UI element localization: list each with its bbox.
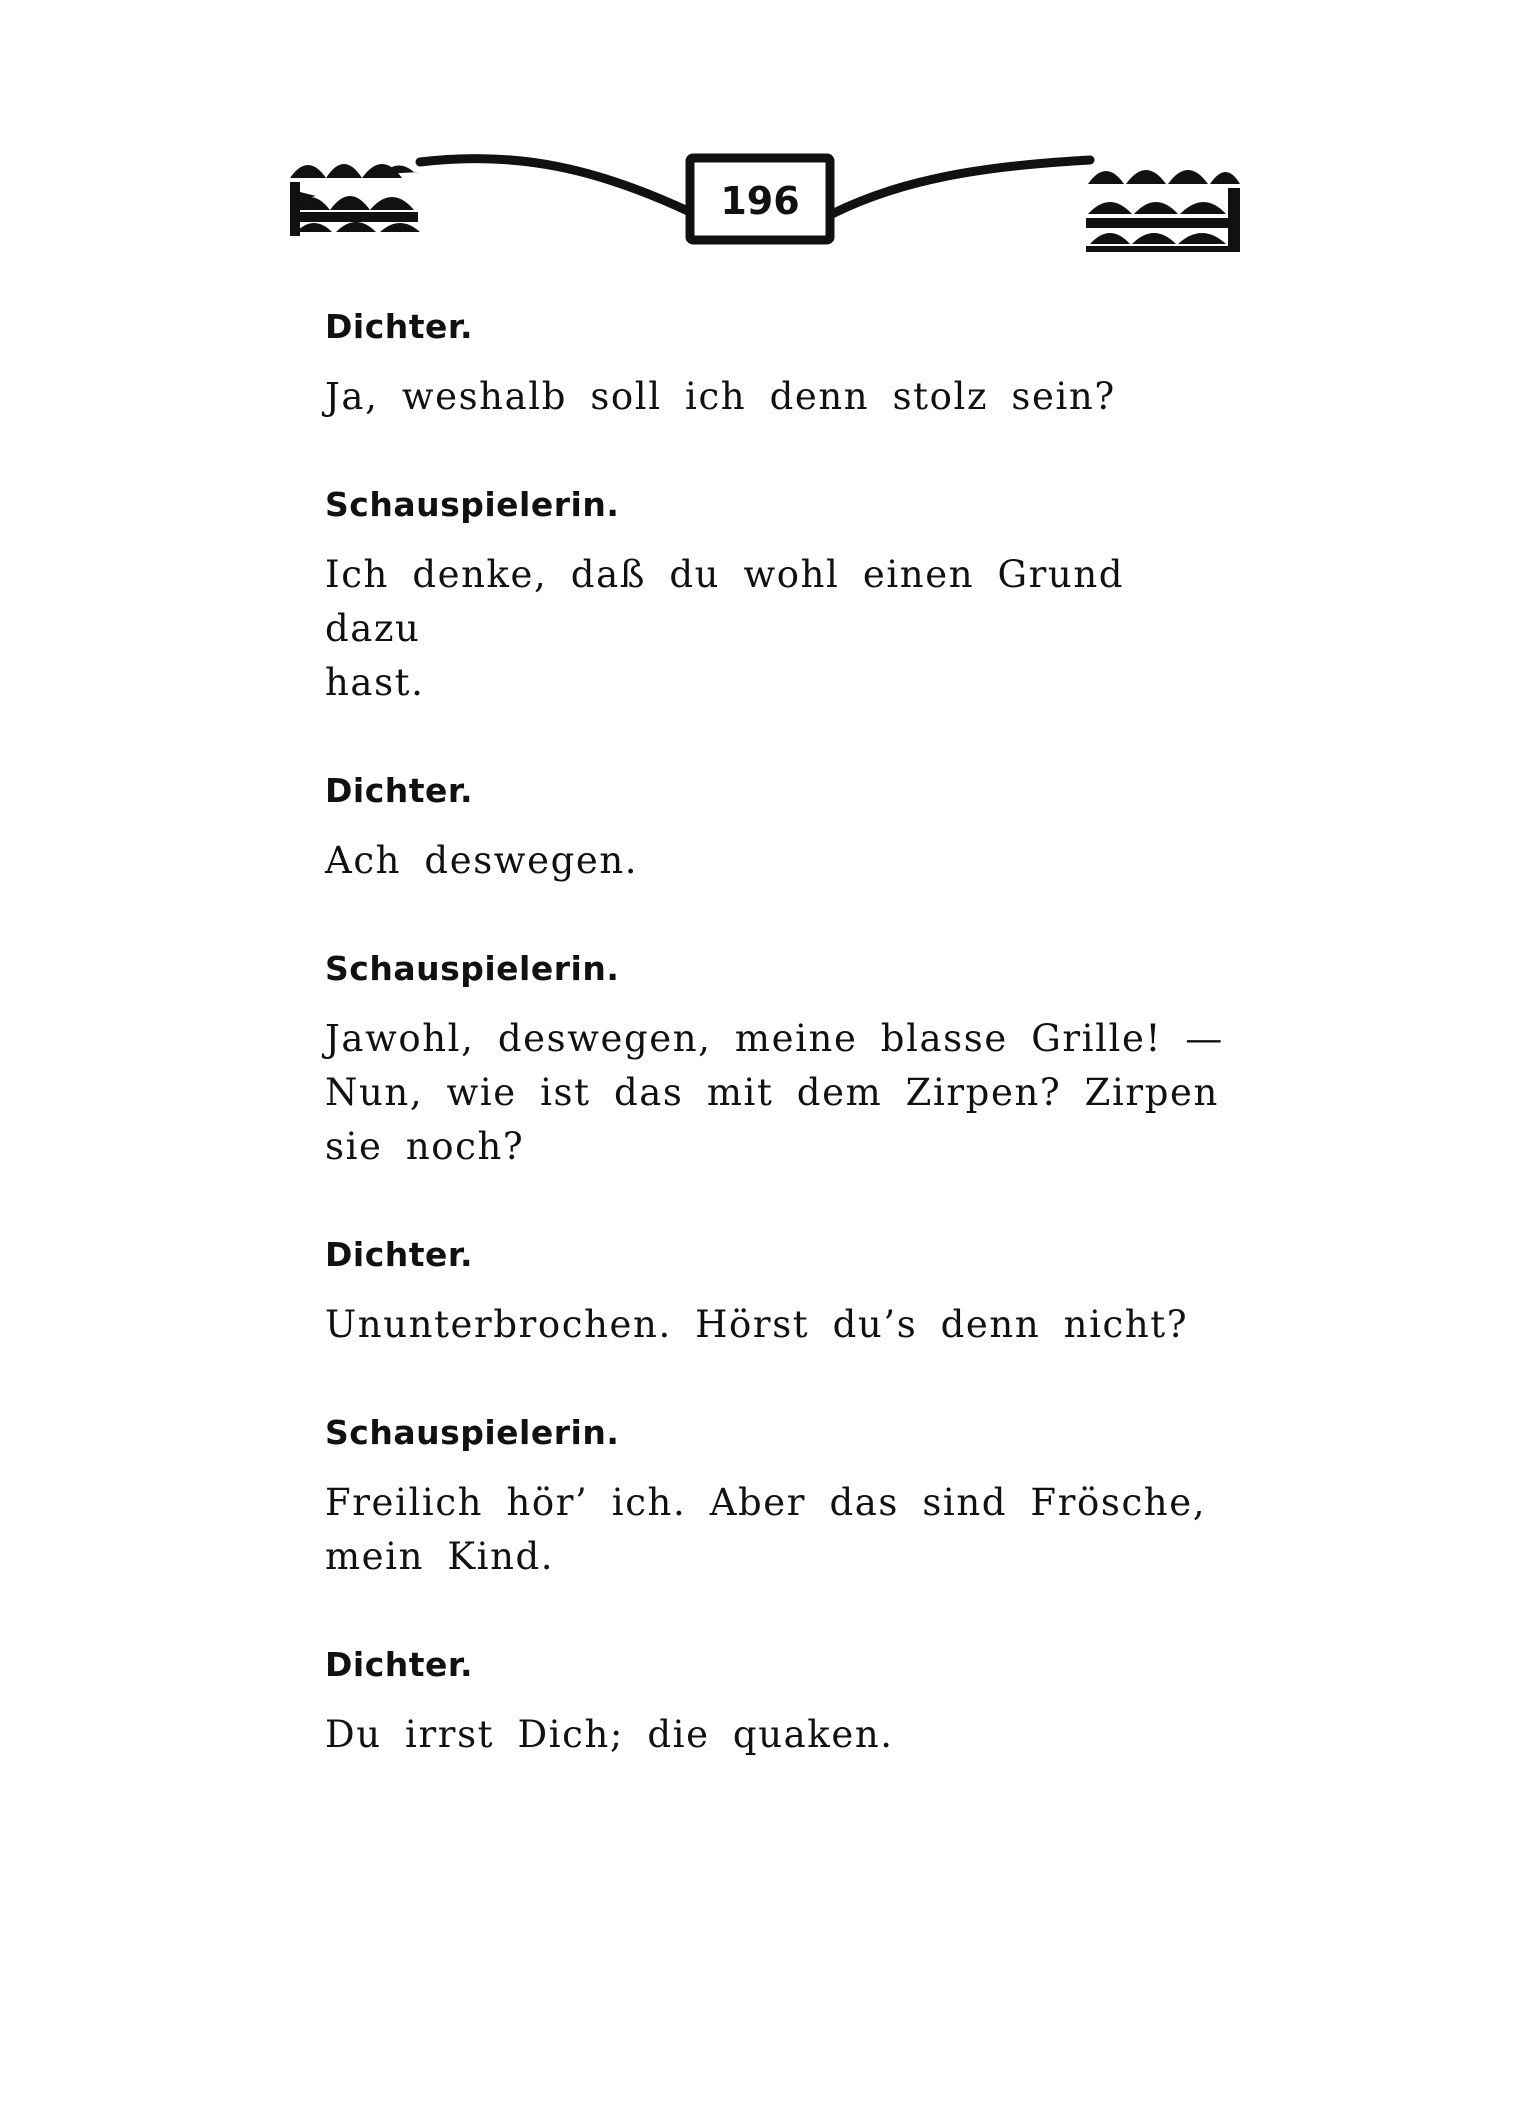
dialogue-line: mein Kind. bbox=[325, 1535, 555, 1578]
ornamental-header-icon bbox=[0, 0, 1530, 280]
speaker-name: Dichter. bbox=[325, 771, 474, 810]
dialogue-line: Ach deswegen. bbox=[325, 839, 639, 882]
dialogue-line: Du irrst Dich; die quaken. bbox=[325, 1713, 894, 1756]
dialogue-entry bbox=[325, 1228, 1225, 1352]
speaker-name: Dichter. bbox=[325, 1235, 474, 1274]
dialogue-line: Nun, wie ist das mit dem Zirpen? Zirpen bbox=[325, 1071, 1219, 1114]
dialogue-line: sie noch? bbox=[325, 1125, 525, 1168]
page-number: 196 bbox=[720, 179, 800, 223]
page-header bbox=[0, 0, 1530, 280]
dialogue-entry bbox=[325, 764, 1225, 888]
dialogue-entry bbox=[325, 1638, 1225, 1762]
dialogue-entry bbox=[325, 300, 1225, 424]
dialogue-entry bbox=[325, 942, 1225, 1174]
dialogue-line: Ich denke, daß du wohl einen Grund dazu bbox=[325, 553, 1125, 650]
dialogue-entry bbox=[325, 478, 1225, 710]
left-ornament-icon bbox=[290, 164, 420, 236]
dialogue-line: Ununterbrochen. Hörst du’s denn nicht? bbox=[325, 1303, 1189, 1346]
speaker-name: Schauspielerin. bbox=[325, 949, 620, 988]
speaker-name: Dichter. bbox=[325, 307, 474, 346]
speaker-name: Dichter. bbox=[325, 1645, 474, 1684]
dialogue-line: Jawohl, deswegen, meine blasse Grille! — bbox=[325, 1017, 1224, 1060]
speaker-name: Schauspielerin. bbox=[325, 1413, 620, 1452]
right-ornament-icon bbox=[1086, 170, 1240, 252]
dialogue-entry bbox=[325, 1406, 1225, 1584]
dialogue-line: hast. bbox=[325, 661, 425, 704]
dialogue bbox=[325, 300, 1225, 1816]
dialogue-line: Ja, weshalb soll ich denn stolz sein? bbox=[325, 375, 1116, 418]
speaker-name: Schauspielerin. bbox=[325, 485, 620, 524]
dialogue-line: Freilich hör’ ich. Aber das sind Frösche, bbox=[325, 1481, 1207, 1524]
